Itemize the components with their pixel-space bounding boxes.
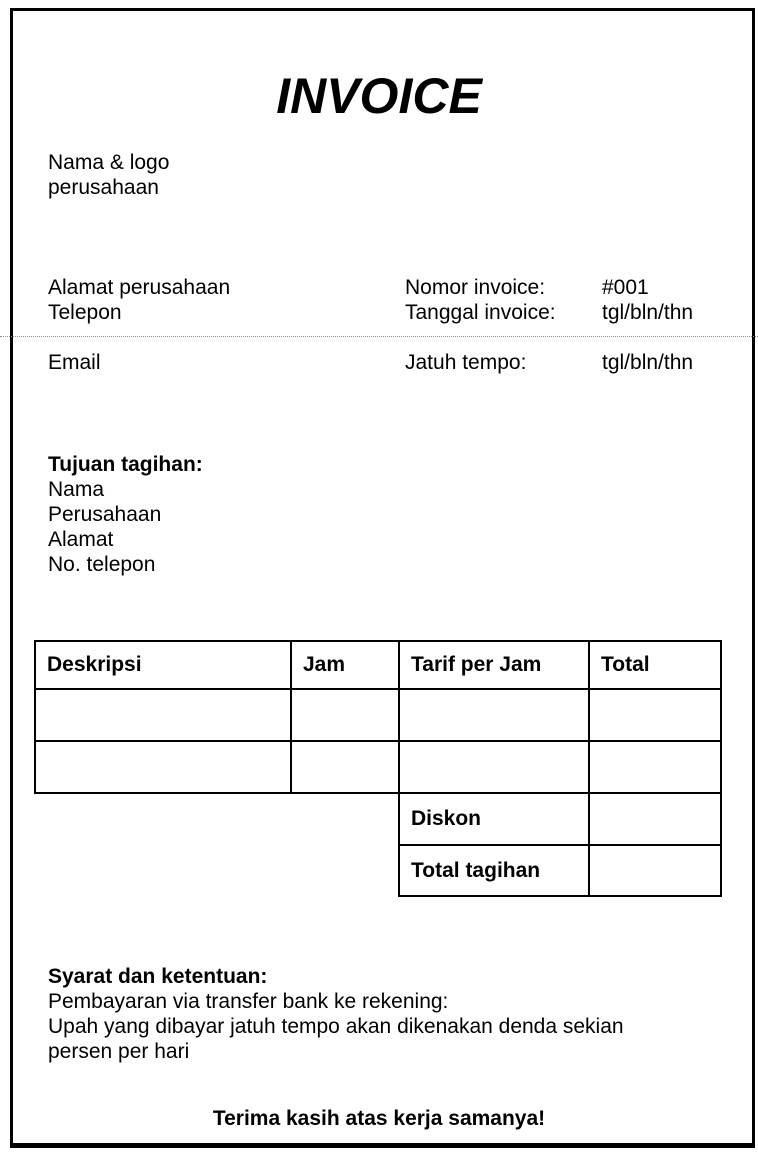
bill-to-address: Alamat <box>48 528 114 551</box>
bill-to-heading: Tujuan tagihan: <box>48 453 203 476</box>
item-cell-r1-jam <box>290 688 398 740</box>
company-email: Email <box>48 351 101 374</box>
bill-to-section <box>48 452 203 577</box>
header-cell-jam: Jam <box>290 642 398 688</box>
header-cell-total: Total <box>588 642 720 688</box>
info-row-3 <box>0 350 758 375</box>
item-cell-r2-tarif <box>398 740 588 792</box>
invoice-date-value: tgl/bln/thn <box>602 301 694 324</box>
item-cell-r2-deskripsi <box>36 740 290 792</box>
item-cell-r2-total <box>588 740 720 792</box>
page-break-line <box>0 336 758 337</box>
invoice-title: INVOICE <box>276 68 482 124</box>
item-cell-r2-jam <box>290 740 398 792</box>
total-due-label-cell: Total tagihan <box>400 844 588 895</box>
header-cell-deskripsi: Deskripsi <box>47 653 142 676</box>
info-row-2 <box>0 300 758 325</box>
item-cell-r1-tarif <box>398 688 588 740</box>
company-logo-label: Nama & logo perusahaan <box>48 151 170 199</box>
terms-line-penalty: Upah yang dibayar jatuh tempo akan dikenakan denda sekian persen per hari <box>48 1015 624 1063</box>
invoice-number-value: #001 <box>602 276 649 299</box>
company-phone: Telepon <box>48 301 122 324</box>
bill-to-phone: No. telepon <box>48 553 156 576</box>
item-cell-r1-total <box>588 688 720 740</box>
terms-heading: Syarat dan ketentuan: <box>48 965 268 988</box>
terms-section <box>48 964 658 1064</box>
discount-label-cell: Diskon <box>411 807 482 830</box>
bill-to-company: Perusahaan <box>48 503 162 526</box>
invoice-date-label: Tanggal invoice: <box>405 301 556 324</box>
bill-to-name: Nama <box>48 478 105 501</box>
items-table <box>34 640 722 794</box>
header-cell-tarif: Tarif per Jam <box>398 642 588 688</box>
thank-you-note: Terima kasih atas kerja samanya! <box>212 1107 546 1130</box>
totals-table <box>398 792 722 897</box>
terms-line-payment: Pembayaran via transfer bank ke rekening: <box>48 990 449 1013</box>
invoice-number-label: Nomor invoice: <box>405 276 546 299</box>
company-address: Alamat perusahaan <box>48 276 231 299</box>
discount-value-cell <box>588 794 720 844</box>
due-date-value: tgl/bln/thn <box>602 351 694 374</box>
due-date-label: Jatuh tempo: <box>405 351 527 374</box>
info-row-1 <box>0 275 758 300</box>
item-cell-r1-deskripsi <box>36 688 290 740</box>
total-due-value-cell <box>588 844 720 895</box>
